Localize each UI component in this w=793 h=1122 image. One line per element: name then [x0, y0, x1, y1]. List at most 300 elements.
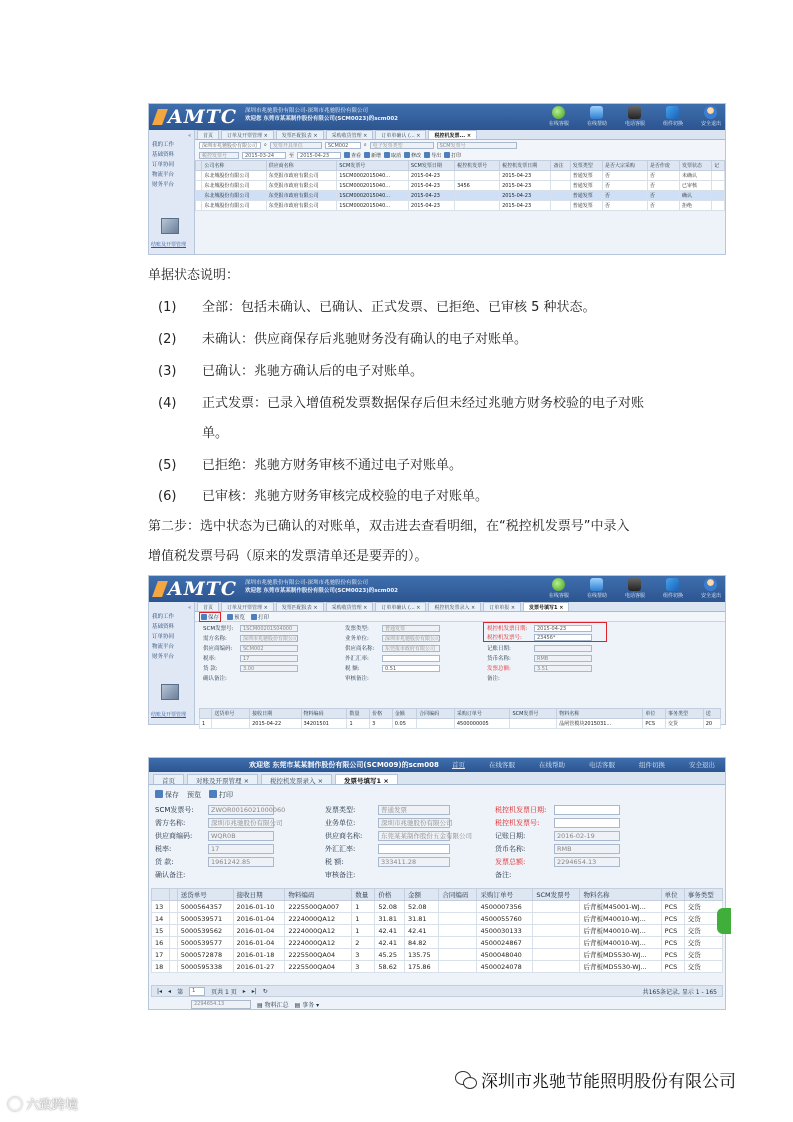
- status-item-cont: 单。: [202, 426, 229, 441]
- switch-module-button[interactable]: 组件切换: [663, 106, 683, 127]
- column-header[interactable]: 事务类型: [684, 889, 722, 901]
- app-header: [149, 104, 725, 130]
- help-icon: [590, 578, 603, 591]
- nav-phone-service[interactable]: 电话客服: [589, 761, 615, 769]
- table-row[interactable]: [152, 913, 723, 925]
- table-cell: 交货: [684, 961, 722, 973]
- table-row[interactable]: [196, 201, 725, 211]
- column-header[interactable]: 送货单号: [177, 889, 233, 901]
- table-cell: [533, 961, 580, 973]
- field-invoice-type: 发票类型: 普通发票: [325, 805, 450, 815]
- amount-input[interactable]: 1961242.85: [208, 857, 274, 867]
- tax-amount-input[interactable]: 333411.28: [378, 857, 450, 867]
- table-cell: PCS: [661, 949, 684, 961]
- table-cell: 东北城股份有限公司: [202, 181, 266, 191]
- column-header[interactable]: 事务类型: [665, 709, 703, 719]
- table-row[interactable]: [196, 181, 725, 191]
- online-service-button[interactable]: 在线客服: [549, 578, 569, 599]
- column-header[interactable]: 备注: [551, 161, 570, 171]
- tc-no-input[interactable]: 23456*: [534, 634, 592, 641]
- tax-rate-input[interactable]: 17: [240, 655, 298, 662]
- table-cell: 42.41: [375, 925, 405, 937]
- table-header: [200, 709, 721, 719]
- column-header[interactable]: 发票状态: [679, 161, 711, 171]
- view-icon: [344, 152, 350, 158]
- filter-row-2: [195, 150, 725, 160]
- column-header[interactable]: 是否大宗采购: [602, 161, 647, 171]
- table-cell: 否: [647, 191, 679, 201]
- tab-receipt[interactable]: 采购收货管理 ×: [326, 130, 374, 139]
- tab-invoice-fill[interactable]: 发票号填写1 ×: [335, 774, 398, 784]
- column-header[interactable]: 送货单号: [212, 709, 250, 719]
- table-cell: 未确认: [679, 171, 711, 181]
- edit-button[interactable]: 修改: [404, 152, 421, 159]
- filter-row-1: [195, 140, 725, 150]
- table-cell: 普通发票: [570, 171, 602, 181]
- column-header[interactable]: [169, 889, 177, 901]
- table-cell: 1: [352, 925, 375, 937]
- tax-rate-input[interactable]: 17: [208, 844, 274, 854]
- table-cell: 普通发票: [570, 201, 602, 211]
- biz-unit-input[interactable]: 深圳市兆驰股份有限公司: [382, 635, 440, 642]
- tab-receipt[interactable]: 采购收货管理 ×: [326, 602, 374, 611]
- material-summary-button[interactable]: ▤ 物料汇总: [257, 1001, 289, 1009]
- nav-home[interactable]: 首页: [452, 761, 465, 769]
- column-header[interactable]: 接收日期: [233, 889, 285, 901]
- sidebar-link-billing[interactable]: 结账及开票管理: [151, 242, 187, 248]
- table-cell: [439, 913, 477, 925]
- table-row[interactable]: [152, 937, 723, 949]
- tax-amount-input[interactable]: 0.51: [382, 665, 440, 672]
- field-biz-unit: 业务单位: 深圳市兆驰股份有限公司: [325, 819, 453, 827]
- search-icon[interactable]: ⌕: [363, 142, 367, 148]
- transaction-button[interactable]: ▤ 事务 ▾: [294, 1001, 320, 1009]
- column-header[interactable]: 采购订单号: [477, 889, 533, 901]
- fx-rate-input[interactable]: [382, 655, 440, 662]
- print-button[interactable]: 打印: [444, 152, 461, 159]
- tab-order-confirm[interactable]: 订单单确认 (... ×: [375, 602, 426, 611]
- person-icon: [704, 106, 717, 119]
- biz-unit-input[interactable]: 深圳市兆驰股份有限公司: [378, 818, 450, 828]
- table-cell: 1SCM0002015040...: [337, 171, 409, 181]
- detail-table: [199, 708, 721, 729]
- tab-tax-invoice-entry[interactable]: 税控机发票录入 ×: [428, 602, 481, 611]
- table-cell: 2225500QA04: [285, 949, 352, 961]
- column-header[interactable]: 单位: [643, 709, 666, 719]
- currency-input[interactable]: RMB: [554, 844, 620, 854]
- view-button[interactable]: 查看: [344, 152, 361, 159]
- table-cell: PCS: [643, 719, 666, 729]
- step2-line2: 增值税发票号码（原来的发票清单还是要弄的）。: [148, 549, 428, 564]
- table-row[interactable]: [196, 191, 725, 201]
- person-icon: [704, 578, 717, 591]
- logout-button[interactable]: 安全退出: [701, 106, 721, 127]
- table-cell: 135.75: [404, 949, 438, 961]
- table-cell: 34201501: [301, 719, 347, 729]
- column-header[interactable]: 发票类型: [570, 161, 602, 171]
- column-header[interactable]: 接收日期: [250, 709, 301, 719]
- column-header[interactable]: 是否作废: [647, 161, 679, 171]
- sidebar-link-billing[interactable]: 结账及开票管理: [151, 712, 187, 718]
- table-header: [152, 889, 723, 901]
- table-cell: 31.81: [404, 913, 438, 925]
- tab-billing[interactable]: 对账及开票管理 ×: [187, 774, 258, 784]
- search-icon[interactable]: ⌕: [264, 142, 267, 148]
- supplier-input[interactable]: 发票开具单位: [270, 142, 322, 149]
- column-header[interactable]: 价格: [370, 709, 393, 719]
- table-cell: 2224000QA12: [285, 925, 352, 937]
- field-tax-amount: 税 额: 333411.28: [325, 857, 450, 867]
- tab-invoice-match[interactable]: 发票匹配报表 ×: [276, 602, 324, 611]
- tc-date-input[interactable]: 2015-04-23: [534, 625, 592, 632]
- wechat-icon: [455, 1071, 477, 1089]
- main-area: [195, 130, 725, 254]
- field-supplier-name: 供应商名称: 东莞报市政府有限公司: [345, 644, 440, 652]
- table-cell: [510, 719, 557, 729]
- pager: [151, 985, 723, 997]
- record-date-input[interactable]: [534, 645, 592, 652]
- table-cell: 2016-01-27: [233, 961, 285, 973]
- tab-invoice-match[interactable]: 发票匹配报表 ×: [276, 130, 324, 139]
- export-button[interactable]: 导出: [424, 152, 441, 159]
- field-invoice-type: 发票类型: 普通发票: [345, 624, 440, 632]
- column-header[interactable]: 物料编码: [301, 709, 347, 719]
- first-page-icon[interactable]: |◂: [157, 987, 163, 995]
- table-row[interactable]: [152, 901, 723, 913]
- column-header[interactable]: 数量: [352, 889, 375, 901]
- field-confirm-note: 确认备注:: [203, 676, 227, 682]
- column-header[interactable]: 物料名称: [580, 889, 661, 901]
- record-date-input[interactable]: 2016-02-19: [554, 831, 620, 841]
- tc-no-input[interactable]: [554, 818, 620, 828]
- field-supplier-code: 供应商编码: WQR0B: [155, 831, 274, 841]
- table-cell: 1SCM0002015040...: [337, 201, 409, 211]
- sidebar-item-my-work[interactable]: 我的工作: [152, 614, 175, 620]
- sidebar-item-finance[interactable]: 财务平台: [152, 654, 175, 660]
- sidebar-item-order[interactable]: 订单协同: [152, 634, 175, 640]
- invoice-type-input[interactable]: 普通发票: [378, 805, 450, 815]
- column-header[interactable]: 供应商名称: [266, 161, 337, 171]
- table-cell: 1: [200, 719, 212, 729]
- column-header[interactable]: 物料编码: [285, 889, 352, 901]
- table-cell: [169, 949, 177, 961]
- sidebar-item-my-work[interactable]: 我的工作: [152, 142, 175, 148]
- supplier-name-input[interactable]: 东莞报市政府有限公司: [382, 645, 440, 652]
- currency-input[interactable]: RMB: [534, 655, 592, 662]
- table-cell: [169, 901, 177, 913]
- scm-no-input[interactable]: 1SCM00201504000: [240, 625, 298, 632]
- table-cell: 1: [352, 901, 375, 913]
- sidebar-item-finance[interactable]: 财务平台: [152, 182, 175, 188]
- table-cell: 17: [152, 949, 170, 961]
- field-currency: 货币名称: RMB: [487, 654, 592, 662]
- field-tax-amount: 税 额: 0.51: [345, 664, 440, 672]
- online-help-button[interactable]: 在线帮助: [587, 106, 607, 127]
- table-cell: 5000539562: [177, 925, 233, 937]
- main-area: [195, 602, 725, 727]
- phone-service-button[interactable]: 电话客服: [625, 106, 645, 127]
- chat-icon: [552, 106, 565, 119]
- collapse-icon[interactable]: «: [187, 605, 191, 611]
- table-cell: [439, 937, 477, 949]
- table-cell: 0.05: [392, 719, 416, 729]
- total-input[interactable]: 2294654.13: [554, 857, 620, 867]
- table-cell: 1SCM0002015040...: [337, 191, 409, 201]
- table-cell: 52.08: [404, 901, 438, 913]
- date-to-input[interactable]: 2015-04-23: [297, 152, 341, 159]
- tc-date-input[interactable]: [554, 805, 620, 815]
- table-cell: 15: [152, 925, 170, 937]
- field-remark: 备注:: [495, 871, 512, 879]
- table-cell: [212, 719, 250, 729]
- tab-home[interactable]: 首页: [153, 774, 184, 784]
- prev-page-icon[interactable]: ◂: [168, 987, 172, 995]
- column-header[interactable]: 合同编码: [439, 889, 477, 901]
- tab-home[interactable]: 首页: [197, 602, 219, 611]
- print-button[interactable]: 打印: [251, 613, 269, 621]
- top-icons: [549, 106, 721, 127]
- summary-bar: [151, 998, 723, 1010]
- column-header[interactable]: 合同编码: [417, 709, 455, 719]
- table-cell: [533, 913, 580, 925]
- nav-online-service[interactable]: 在线客服: [489, 761, 515, 769]
- collapse-icon[interactable]: «: [187, 133, 191, 139]
- preview-button[interactable]: 预览: [187, 790, 201, 799]
- date-from-input[interactable]: 2015-03-24: [242, 152, 286, 159]
- invoice-type-select[interactable]: 电子发票类型: [370, 142, 434, 149]
- table-cell: 后背板MD5530-WJ...: [580, 949, 661, 961]
- tab-order-report[interactable]: 订单单报 ×: [483, 602, 521, 611]
- table-cell: 18: [152, 961, 170, 973]
- invoice-detail-screenshot: [148, 575, 726, 725]
- nav-logout[interactable]: 安全退出: [689, 761, 715, 769]
- table-cell: 普通发票: [570, 181, 602, 191]
- table-cell: [169, 913, 177, 925]
- field-record-date: 记账日期:: [487, 644, 592, 652]
- table-cell: 2015-04-23: [408, 191, 454, 201]
- phone-service-button[interactable]: 电话客服: [625, 578, 645, 599]
- table-cell: 否: [602, 201, 647, 211]
- column-header[interactable]: SCM发票号: [510, 709, 557, 719]
- table-cell: 16: [152, 937, 170, 949]
- table-row[interactable]: [196, 171, 725, 181]
- supplier-code-input[interactable]: SCM002: [240, 645, 298, 652]
- table-cell: 否: [602, 171, 647, 181]
- table-cell: 3456: [455, 181, 500, 191]
- cancel-icon: [384, 152, 390, 158]
- brand-text: 深圳市兆驰节能照明股份有限公司: [481, 1072, 736, 1092]
- nav-online-help[interactable]: 在线帮助: [539, 761, 565, 769]
- table-cell: 2225500QA04: [285, 961, 352, 973]
- cancel-button[interactable]: 取消: [384, 152, 401, 159]
- amount-input[interactable]: 3.00: [240, 665, 298, 672]
- column-header[interactable]: 单位: [661, 889, 684, 901]
- field-supplier-name: 供应商名称: 东莞某某制作股份五金有限公司: [325, 832, 472, 840]
- table-cell: 交货: [684, 937, 722, 949]
- table-cell: 确认: [679, 191, 711, 201]
- scm-invoice-no-input[interactable]: SCM发票号: [437, 142, 517, 149]
- table-cell: [439, 925, 477, 937]
- column-header[interactable]: 数量: [347, 709, 370, 719]
- module-icon: [161, 218, 179, 234]
- table-cell: 后背板M40010-WJ...: [580, 937, 661, 949]
- column-header[interactable]: 公司名称: [202, 161, 266, 171]
- table-row[interactable]: [152, 961, 723, 973]
- table-cell: 2224000QA12: [285, 937, 352, 949]
- status-item: (3) 已确认：兆驰方确认后的电子对账单。: [158, 364, 424, 379]
- fx-rate-input[interactable]: [378, 844, 450, 854]
- field-tc-date: 税控机发票日期:: [495, 805, 620, 815]
- tab-order-confirm[interactable]: 订单单确认 (... ×: [375, 130, 426, 139]
- table-cell: 31.81: [375, 913, 405, 925]
- preview-button[interactable]: 预览: [227, 613, 245, 621]
- column-header[interactable]: [152, 889, 170, 901]
- table-cell: [455, 201, 500, 211]
- tab-bar: [195, 602, 725, 612]
- tab-billing[interactable]: 订单及开票管理 ×: [221, 602, 274, 611]
- module-icon: [161, 684, 179, 700]
- table-cell: 2015-04-23: [500, 191, 551, 201]
- column-header[interactable]: SCM发票号: [533, 889, 580, 901]
- column-header[interactable]: 税控机发票日期: [500, 161, 551, 171]
- table-cell: 2015-04-22: [250, 719, 301, 729]
- column-header[interactable]: [200, 709, 212, 719]
- sidebar-item-logistics[interactable]: 物流平台: [152, 172, 175, 178]
- status-item: (5) 已拒绝：兆驰方财务审核不通过电子对账单。: [158, 458, 463, 473]
- table-cell: [439, 949, 477, 961]
- table-cell: 4500000005: [454, 719, 510, 729]
- app-header: [149, 758, 725, 772]
- table-cell: 2: [352, 937, 375, 949]
- field-fx-rate: 外汇汇率:: [325, 844, 450, 854]
- table-body: [152, 901, 723, 973]
- page-count: 页共 1 页: [211, 988, 237, 996]
- table-cell: 否: [602, 181, 647, 191]
- column-header[interactable]: 价格: [375, 889, 405, 901]
- phone-icon: [628, 578, 641, 591]
- table-row[interactable]: [152, 925, 723, 937]
- tab-tax-invoice-entry[interactable]: 税控机发票录入 ×: [261, 774, 332, 784]
- field-tc-date: 税控机发票日期: 2015-04-23: [487, 624, 592, 632]
- tab-billing[interactable]: 订单及开票管理 ×: [221, 130, 274, 139]
- switch-module-button[interactable]: 组件切换: [663, 578, 683, 599]
- toolbar: [195, 612, 725, 622]
- table-cell: [169, 937, 177, 949]
- buyer-input[interactable]: 深圳市兆驰股份有限公司: [208, 818, 274, 828]
- last-page-icon[interactable]: ▸|: [251, 987, 257, 995]
- table-cell: PCS: [661, 961, 684, 973]
- company-info: 欢迎您 东莞市某某制作股份有限公司(SCM009)的scm008: [249, 761, 439, 769]
- scm-input[interactable]: SCM002: [325, 142, 361, 149]
- nav-switch-module[interactable]: 组件切换: [639, 761, 665, 769]
- field-supplier-code: 供应商编码: SCM002: [203, 644, 298, 652]
- sidebar-item-logistics[interactable]: 物流平台: [152, 644, 175, 650]
- table-cell: 后背板M40010-WJ...: [580, 913, 661, 925]
- online-help-button[interactable]: 在线帮助: [587, 578, 607, 599]
- watermark-logo-icon: [8, 1097, 22, 1111]
- company-select[interactable]: 深圳市兆驰股份有限公司: [199, 142, 261, 149]
- table-cell: 42.41: [375, 937, 405, 949]
- table-cell: 3: [352, 961, 375, 973]
- field-total: 发票总额: 3.51: [487, 664, 592, 672]
- next-page-icon[interactable]: ▸: [242, 987, 246, 995]
- column-header[interactable]: 采购订单号: [454, 709, 510, 719]
- side-widget[interactable]: [717, 908, 731, 934]
- page-input[interactable]: 1: [189, 987, 205, 996]
- tab-bar: [149, 772, 725, 785]
- add-button[interactable]: 新增: [364, 152, 381, 159]
- help-icon: [590, 106, 603, 119]
- table-header: [196, 161, 725, 171]
- tax-invoice-input[interactable]: 税控发票号: [199, 152, 239, 159]
- table-cell: [439, 901, 477, 913]
- column-header[interactable]: 记: [712, 161, 725, 171]
- field-audit-note: 审核备注:: [325, 871, 356, 879]
- add-icon: [364, 152, 370, 158]
- supplier-name-input[interactable]: 东莞某某制作股份五金有限公司: [378, 831, 450, 841]
- field-biz-unit: 业务单位: 深圳市兆驰股份有限公司: [345, 635, 441, 642]
- record-count: 共165条记录, 显示 1 - 165: [642, 988, 717, 996]
- column-header[interactable]: SCM发票号: [337, 161, 409, 171]
- field-tc-no: 税控机发票号:: [495, 818, 620, 828]
- table-cell: PCS: [661, 901, 684, 913]
- field-remark: 备注:: [487, 676, 500, 682]
- table-cell: 东莞报市政府有限公司: [266, 191, 337, 201]
- save-button[interactable]: 保存: [155, 790, 179, 800]
- invoice-type-input[interactable]: 普通发票: [382, 625, 440, 632]
- table-cell: 交货: [684, 925, 722, 937]
- table-cell: 后背板M40010-WJ...: [580, 925, 661, 937]
- company-line2: 欢迎您 东莞市某某制作股份有限公司(SCM0023)的scm002: [245, 588, 398, 594]
- logout-button[interactable]: 安全退出: [701, 578, 721, 599]
- scm-no-input[interactable]: ZWOR0016021000060: [208, 805, 274, 815]
- sidebar-item-basic-data[interactable]: 基础资料: [152, 624, 175, 630]
- tab-tax-invoice[interactable]: 税控机发票... ×: [428, 130, 477, 139]
- invoice-list-screenshot: [148, 103, 726, 255]
- total-input[interactable]: 3.51: [534, 665, 592, 672]
- refresh-icon[interactable]: ↻: [262, 987, 268, 995]
- column-header[interactable]: 物料名称: [557, 709, 643, 719]
- tab-invoice-fill[interactable]: 发票号填写1 ×: [523, 602, 569, 611]
- tab-home[interactable]: 首页: [197, 130, 219, 139]
- table-row[interactable]: [152, 949, 723, 961]
- save-button[interactable]: 保存: [199, 612, 221, 622]
- supplier-code-input[interactable]: WQR0B: [208, 831, 274, 841]
- field-confirm-note: 确认备注:: [155, 871, 186, 879]
- online-service-button[interactable]: 在线客服: [549, 106, 569, 127]
- column-header[interactable]: 税控机发票号: [455, 161, 500, 171]
- column-header[interactable]: 送: [703, 709, 720, 719]
- sidebar-item-order[interactable]: 订单协同: [152, 162, 175, 168]
- table-cell: 4500024867: [477, 937, 533, 949]
- table-cell: [551, 181, 570, 191]
- column-header[interactable]: 金额: [404, 889, 438, 901]
- column-header[interactable]: 金额: [392, 709, 416, 719]
- print-icon: [444, 152, 450, 158]
- column-header[interactable]: SCM发票日期: [408, 161, 454, 171]
- table-row[interactable]: [200, 719, 721, 729]
- export-icon: [424, 152, 430, 158]
- sidebar-item-basic-data[interactable]: 基础资料: [152, 152, 175, 158]
- save-icon: [155, 790, 163, 798]
- sidebar: [149, 602, 195, 724]
- buyer-input[interactable]: 深圳市兆驰股份有限公司: [240, 635, 298, 642]
- chat-icon: [552, 578, 565, 591]
- company-line1: 深圳市兆驰股份有限公司-深圳市兆驰股份有限公司: [245, 108, 368, 114]
- table-cell: 2015-04-23: [500, 171, 551, 181]
- table-cell: 否: [647, 181, 679, 191]
- print-button[interactable]: 打印: [209, 790, 233, 800]
